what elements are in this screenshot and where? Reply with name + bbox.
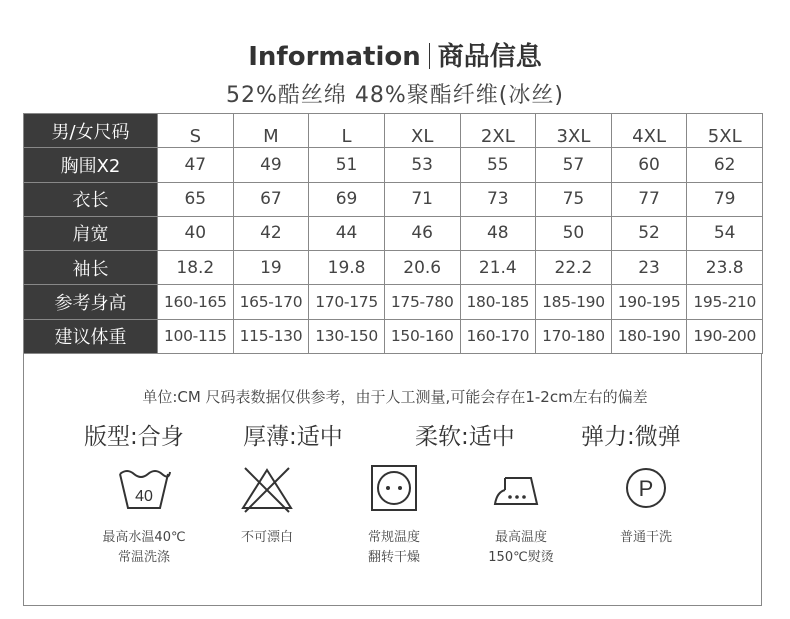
table-cell: 190-200 — [687, 319, 763, 353]
table-cell: 21.4 — [460, 251, 536, 285]
dry-clean-letter: P — [638, 476, 654, 501]
size-cell: M — [233, 114, 309, 148]
size-table — [23, 113, 763, 354]
table-row — [24, 182, 763, 216]
table-cell: 65 — [158, 182, 234, 216]
title-english: Information — [248, 42, 421, 72]
size-cell: 3XL — [536, 114, 612, 148]
size-cell: S — [158, 114, 234, 148]
table-cell: 170-175 — [309, 285, 385, 319]
table-cell: 46 — [384, 216, 460, 250]
care-label: 最高温度 — [494, 530, 547, 545]
table-cell: 62 — [687, 148, 763, 182]
table-cell: 48 — [460, 216, 536, 250]
table-cell: 19 — [233, 251, 309, 285]
table-cell: 51 — [309, 148, 385, 182]
softness-property: 柔软:适中 — [415, 424, 515, 450]
table-cell: 67 — [233, 182, 309, 216]
table-cell: 180-185 — [460, 285, 536, 319]
table-cell: 50 — [536, 216, 612, 250]
size-header-row — [24, 114, 763, 148]
care-dryclean — [591, 464, 701, 548]
row-header: 衣长 — [24, 182, 158, 216]
table-cell: 190-195 — [611, 285, 687, 319]
wash-temperature: 40 — [135, 488, 153, 505]
table-cell: 55 — [460, 148, 536, 182]
table-row — [24, 216, 763, 250]
care-label: 150℃熨烫 — [488, 550, 554, 565]
table-cell: 180-190 — [611, 319, 687, 353]
table-cell: 22.2 — [536, 251, 612, 285]
table-cell: 54 — [687, 216, 763, 250]
dry-clean-p-icon — [618, 464, 674, 514]
table-cell: 42 — [233, 216, 309, 250]
table-cell: 160-165 — [158, 285, 234, 319]
table-cell: 75 — [536, 182, 612, 216]
table-cell: 20.6 — [384, 251, 460, 285]
table-row — [24, 319, 763, 353]
table-row — [24, 251, 763, 285]
table-cell: 73 — [460, 182, 536, 216]
size-cell: XL — [384, 114, 460, 148]
care-dry — [339, 464, 449, 568]
table-cell: 160-170 — [460, 319, 536, 353]
care-iron — [466, 464, 576, 568]
size-cell: 5XL — [687, 114, 763, 148]
table-cell: 195-210 — [687, 285, 763, 319]
row-header: 建议体重 — [24, 319, 158, 353]
table-cell: 52 — [611, 216, 687, 250]
table-cell: 40 — [158, 216, 234, 250]
table-cell: 170-180 — [536, 319, 612, 353]
table-cell: 18.2 — [158, 251, 234, 285]
row-header: 男/女尺码 — [24, 114, 158, 148]
thickness-property: 厚薄:适中 — [243, 424, 343, 450]
table-row — [24, 285, 763, 319]
row-header: 参考身高 — [24, 285, 158, 319]
table-cell: 77 — [611, 182, 687, 216]
table-cell: 69 — [309, 182, 385, 216]
table-cell: 79 — [687, 182, 763, 216]
title-chinese: 商品信息 — [437, 42, 542, 72]
table-cell: 165-170 — [233, 285, 309, 319]
table-cell: 100-115 — [158, 319, 234, 353]
elasticity-property: 弹力:微弹 — [581, 424, 681, 450]
wash-40-icon — [116, 464, 172, 514]
care-bleach — [212, 464, 322, 548]
care-label: 最高水温40℃ — [102, 530, 186, 545]
page-title — [0, 36, 790, 73]
table-cell: 115-130 — [233, 319, 309, 353]
measurement-note: 单位:CM 尺码表数据仅供参考，由于人工测量,可能会存在1-2cm左右的偏差 — [142, 388, 648, 406]
care-label: 常温洗涤 — [117, 550, 170, 565]
table-cell: 44 — [309, 216, 385, 250]
table-cell: 185-190 — [536, 285, 612, 319]
care-label: 普通干洗 — [619, 530, 672, 545]
no-bleach-icon — [239, 464, 295, 514]
table-cell: 53 — [384, 148, 460, 182]
table-cell: 71 — [384, 182, 460, 216]
title-divider — [429, 43, 430, 69]
table-cell: 60 — [611, 148, 687, 182]
table-row — [24, 148, 763, 182]
care-wash — [89, 464, 199, 568]
table-cell: 130-150 — [309, 319, 385, 353]
row-header: 胸围X2 — [24, 148, 158, 182]
size-cell: L — [309, 114, 385, 148]
material-composition: 52%酷丝绵 48%聚酯纤维(冰丝) — [226, 83, 564, 108]
care-label: 翻转干燥 — [367, 550, 420, 565]
care-label: 常规温度 — [367, 530, 420, 545]
tumble-dry-icon — [366, 464, 422, 514]
iron-icon — [491, 464, 551, 514]
table-cell: 23 — [611, 251, 687, 285]
table-cell: 150-160 — [384, 319, 460, 353]
table-cell: 57 — [536, 148, 612, 182]
row-header: 肩宽 — [24, 216, 158, 250]
table-cell: 49 — [233, 148, 309, 182]
row-header: 袖长 — [24, 251, 158, 285]
size-cell: 2XL — [460, 114, 536, 148]
care-label: 不可漂白 — [240, 530, 293, 545]
fit-property: 版型:合身 — [84, 424, 184, 450]
table-cell: 19.8 — [309, 251, 385, 285]
table-cell: 175-780 — [384, 285, 460, 319]
table-cell: 23.8 — [687, 251, 763, 285]
table-cell: 47 — [158, 148, 234, 182]
size-cell: 4XL — [611, 114, 687, 148]
